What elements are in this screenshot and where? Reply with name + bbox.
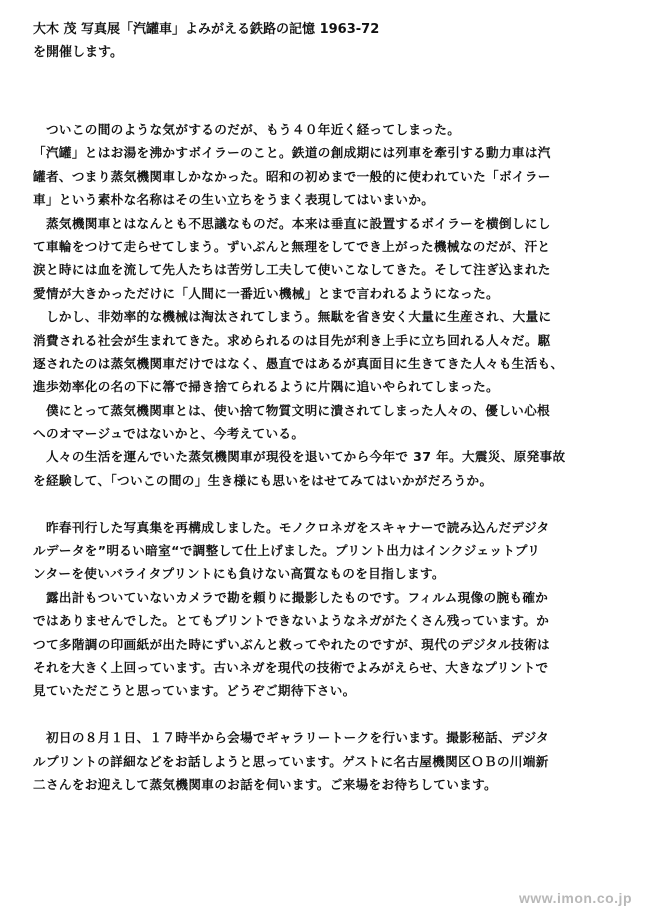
text-line: 見ていただこうと思っています。どうぞご期待下さい。	[33, 683, 356, 699]
text-line: 僕にとって蒸気機関車とは、使い捨て物質文明に潰されてしまった人々の、優しい心根	[33, 402, 550, 418]
text-line: 車」という素朴な名称はその生い立ちをうまく表現してはいまいか。	[33, 192, 435, 208]
text-line: 初日の８月１日、１７時半から会場でギャラリートークを行います。撮影秘話、デジタ	[33, 730, 549, 746]
site-watermark: www.imon.co.jp	[518, 890, 632, 906]
text-line: ついこの間のような気がするのだが、もう４０年近く経ってしまった。	[33, 122, 461, 137]
text-line: 逐されたのは蒸気機関車だけではなく、愚直ではあるが真面目に生きてきた人々も生活も、	[33, 355, 564, 371]
paragraph-1	[33, 118, 623, 492]
text-line: 蒸気機関車とはなんとも不思議なものだ。本来は垂直に設置するボイラーを横倒しにし	[33, 215, 551, 231]
text-line: 露出計もついていないカメラで勘を頼りに撮影したものです。フィルム現像の腕も確か	[33, 589, 549, 605]
paragraph-2	[33, 516, 623, 703]
document-body	[33, 118, 623, 796]
paragraph-3	[33, 726, 623, 796]
text-line: 消費される社会が生まれてきた。求められるのは目先が利き上手に立ち回れる人々だ。駆	[33, 332, 551, 348]
paragraph-gap	[33, 703, 623, 726]
text-line: 涙と時には血を流して先人たちは苦労し工夫して使いこなしてきた。そして注ぎ込まれた	[33, 262, 551, 278]
exhibition-title: 大木 茂 写真展「汽罐車」よみがえる鉄路の記憶 1963-72	[33, 22, 380, 37]
text-line: 人々の生活を運んでいた蒸気機関車が現役を退いてから今年で 37 年。大震災、原発事故	[33, 449, 566, 465]
text-line: 昨春刊行した写真集を再構成しました。モノクロネガをスキャナーで読み込んだデジタ	[33, 519, 550, 535]
text-line: ルデータを”明るい暗室“で調整して仕上げました。プリント出力はインクジェットプリ	[33, 543, 541, 559]
text-line: 二さんをお迎えして蒸気機関車のお話を伺います。ご来場をお待ちしています。	[33, 776, 497, 792]
document-header	[33, 18, 623, 64]
text-line: 「汽罐」とはお湯を沸かすボイラーのこと。鉄道の創成期には列車を牽引する動力車は汽	[33, 145, 551, 161]
exhibition-subtitle: を開催します。	[33, 45, 123, 60]
text-line: しかし、非効率的な機械は淘汰されてしまう。無駄を省き安く大量に生産され、大量に	[33, 309, 552, 325]
text-line: 進歩効率化の名の下に箒で掃き捨てられるように片隅に追いやられてしまった。	[33, 379, 499, 395]
text-line: へのオマージュではないかと、今考えている。	[33, 426, 305, 442]
text-line: 愛情が大きかっただけに「人間に一番近い機械」とまで言われるようになった。	[33, 285, 499, 301]
text-line: ではありませんでした。とてもプリントできないようなネガがたくさん残っています。か	[33, 613, 550, 629]
paragraph-gap	[33, 492, 623, 515]
text-line: ンターを使いバライタプリントにも負けない高質なものを目指します。	[33, 566, 445, 582]
text-line: を経験して、「ついこの間の」生き様にも思いをはせてみてはいかがだろうか。	[33, 472, 493, 488]
text-line: ルプリントの詳細などをお話しようと思っています。ゲストに名古屋機関区ＯＢの川端新	[33, 753, 549, 769]
text-line: つて多階調の印画紙が出た時にずいぶんと救ってやれたのですが、現代のデジタル技術は	[33, 636, 550, 652]
text-line: それを大きく上回っています。古いネガを現代の技術でよみがえらせ、大きなプリントで	[33, 659, 549, 675]
text-line: 罐者、つまり蒸気機関車しかなかった。昭和の初めまで一般的に使われていた「ボイラー	[33, 168, 551, 184]
text-line: て車輪をつけて走らせてしまう。ずいぶんと無理をしてでき上がった機械なのだが、汗と	[33, 238, 551, 254]
